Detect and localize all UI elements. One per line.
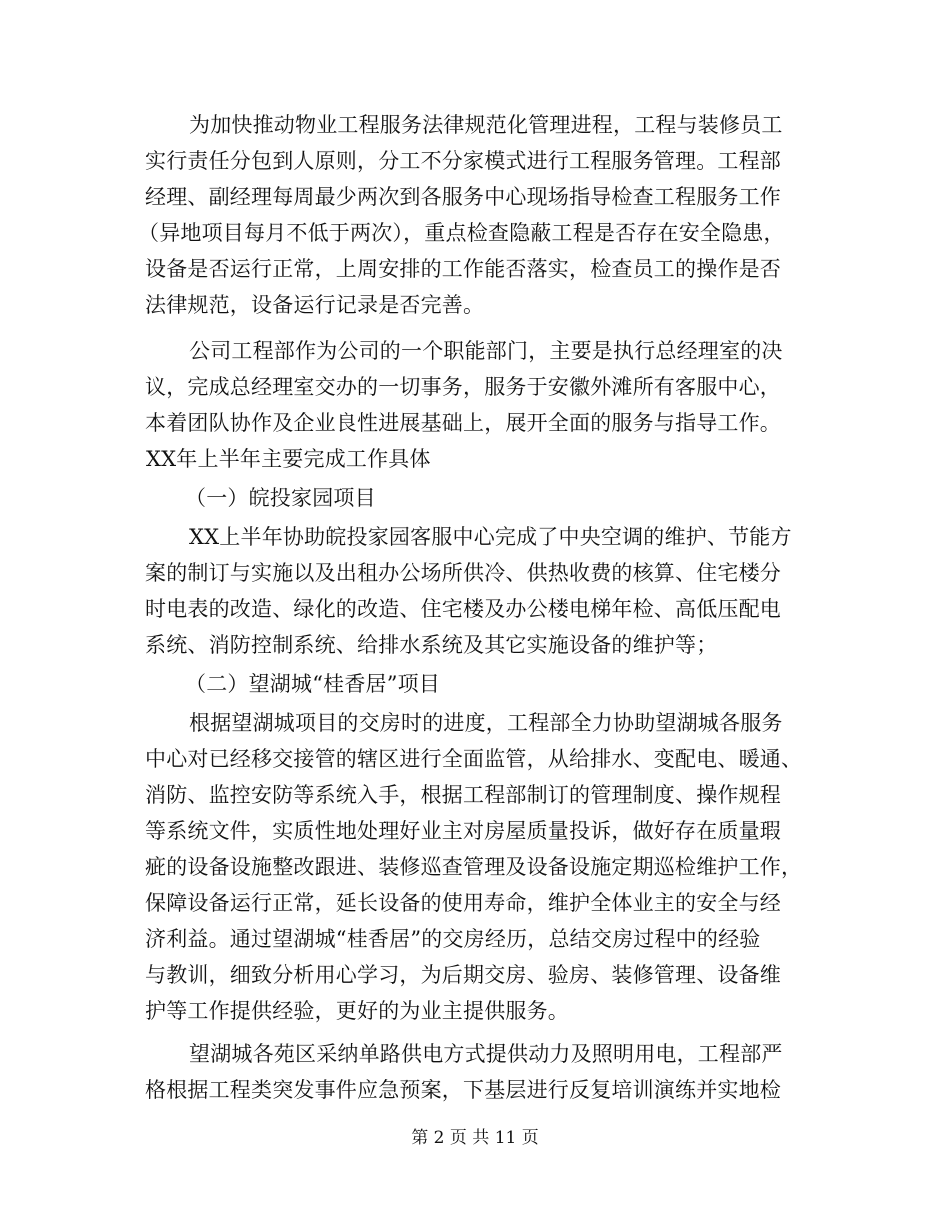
page-footer: 第 2 页 共 11 页 bbox=[411, 1128, 539, 1148]
text-line: 消防、监控安防等系统入手，根据工程部制订的管理制度、操作规程 bbox=[145, 783, 781, 807]
text-line: 案的制订与实施以及出租办公场所供冷、供热收费的核算、住宅楼分 bbox=[145, 561, 781, 585]
text-line: 与教训，细致分析用心学习，为后期交房、验房、装修管理、设备维 bbox=[145, 963, 781, 987]
text-line: 护等工作提供经验，更好的为业主提供服务。 bbox=[145, 999, 569, 1023]
text-line: 格根据工程类突发事件应急预案，下基层进行反复培训演练并实地检 bbox=[145, 1078, 781, 1102]
text-line: 根据望湖城项目的交房时的进度，工程部全力协助望湖城各服务 bbox=[189, 711, 783, 735]
text-line: 公司工程部作为公司的一个职能部门，主要是执行总经理室的决 bbox=[189, 339, 783, 363]
text-line: 中心对已经移交接管的辖区进行全面监管，从给排水、变配电、暖通、 bbox=[145, 747, 803, 771]
section-heading: （二）望湖城“桂香居”项目 bbox=[185, 672, 441, 696]
text-line: 望湖城各苑区采纳单路供电方式提供动力及照明用电，工程部严 bbox=[189, 1042, 783, 1066]
text-line: 时电表的改造、绿化的改造、住宅楼及办公楼电梯年检、高低压配电 bbox=[145, 597, 781, 621]
text-line: 议，完成总经理室交办的一切事务，服务于安徽外滩所有客服中心， bbox=[145, 375, 781, 399]
text-line: 经理、副经理每周最少两次到各服务中心现场指导检查工程服务工作 bbox=[145, 185, 781, 209]
section-heading: （一）皖投家园项目 bbox=[185, 486, 376, 510]
text-line: 实行责任分包到人原则，分工不分家模式进行工程服务管理。工程部 bbox=[145, 149, 781, 173]
text-line: 保障设备运行正常，延长设备的使用寿命，维护全体业主的安全与经 bbox=[145, 891, 781, 915]
text-line: 济利益。通过望湖城“桂香居”的交房经历，总结交房过程中的经验 bbox=[145, 927, 761, 951]
text-line: 法律规范，设备运行记录是否完善。 bbox=[145, 293, 485, 317]
text-line: 为加快推动物业工程服务法律规范化管理进程，工程与装修员工 bbox=[189, 113, 783, 137]
text-line: XX上半年协助皖投家园客服中心完成了中央空调的维护、节能方 bbox=[189, 525, 792, 549]
text-line: 系统、消防控制系统、给排水系统及其它实施设备的维护等； bbox=[145, 633, 718, 657]
text-line: （异地项目每月不低于两次），重点检查隐蔽工程是否存在安全隐患， bbox=[138, 221, 785, 245]
text-line: 设备是否运行正常，上周安排的工作能否落实，检查员工的操作是否 bbox=[145, 257, 781, 281]
text-line: 疵的设备设施整改跟进、装修巡查管理及设备设施定期巡检维护工作， bbox=[145, 855, 803, 879]
text-line: XX年上半年主要完成工作具体 bbox=[146, 447, 431, 471]
text-line: 等系统文件，实质性地处理好业主对房屋质量投诉，做好存在质量瑕 bbox=[145, 819, 781, 843]
text-line: 本着团队协作及企业良性进展基础上，展开全面的服务与指导工作。 bbox=[145, 411, 781, 435]
